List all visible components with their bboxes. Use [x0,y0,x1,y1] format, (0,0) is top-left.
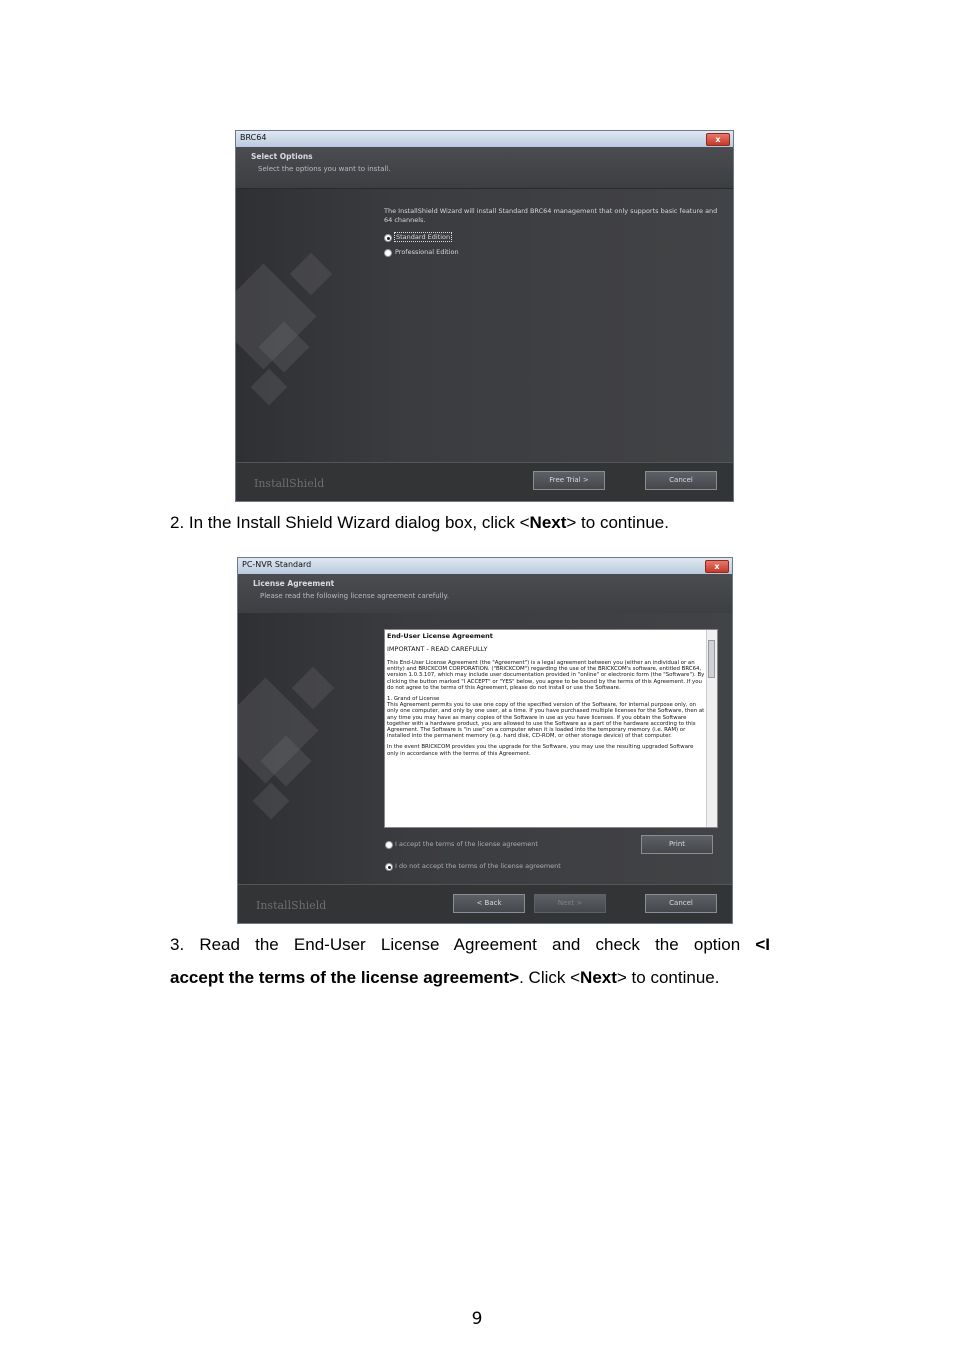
caption-step-3 [170,928,770,994]
header-band [238,574,732,616]
license-paragraph: In the event BRICKCOM provides you the upgrade for the Software, you may use the resulting upgraded Software only in accordance with the terms of this Agreement. [387,744,694,757]
decor-diamond [253,783,290,820]
title-bar [236,131,733,147]
title-bar [238,558,732,574]
caption-step-3-line2: accept the terms of the license agreement>. Click <Next> to continue. [170,968,720,987]
license-scrollbar[interactable] [706,630,717,827]
cancel-button[interactable]: Cancel [645,471,717,490]
license-text-box[interactable] [384,629,718,828]
option-professional-edition[interactable]: Professional Edition [395,248,459,256]
next-button[interactable]: Next > [534,894,606,913]
decor-diamond [292,667,334,709]
option-accept-terms[interactable]: I accept the terms of the license agreement [395,840,538,848]
installshield-brand: InstallShield [256,899,327,912]
license-important: IMPORTANT - READ CAREFULLY [387,645,488,653]
close-button[interactable]: x [705,560,729,573]
print-button[interactable]: Print [641,835,713,854]
decor-diamond [251,369,288,406]
page-number: 9 [471,1309,483,1329]
back-button[interactable]: < Back [453,894,525,913]
wizard-footer [236,462,733,501]
caption-step-3-line1: 3. Read the End-User License Agreement and check the option <I [170,935,770,954]
option-description: The InstallShield Wizard will install Standard BRC64 management that only supports basic feature and 64 channels. [384,207,718,224]
radio-standard-edition[interactable] [384,234,392,242]
screenshot-select-options [235,130,734,502]
caption-step-2: 2. In the Install Shield Wizard dialog box, click <Next> to continue. [170,513,669,532]
window-title: PC-NVR Standard [242,560,312,569]
free-trial-button[interactable]: Free Trial > [533,471,605,490]
wizard-footer [238,884,732,923]
window-title: BRC64 [240,133,267,142]
header-title: Select Options [251,152,313,161]
header-title: License Agreement [253,579,335,588]
license-paragraph: This Agreement permits you to use one copy of the specified version of the Software, for internal purpose only, on only one computer, and only by one user, at a time. If you have purchased multiple licenses for the Software, then at any time you may have as many copies of the Software in use as you have licenses. If you obtain the Software together with a hardware product, you are allowed to use the Software as a part of the hardware according to this Agreement. The Software is "in use" on a computer when it is loaded into the temporary memory (i.e. RAM) or installed into the permanent memory (e.g. hard disk, CD-ROM, or other storage device) of that computer. [387,702,705,740]
header-band [236,147,733,189]
radio-decline-terms[interactable] [385,863,393,871]
decor-diamond [290,253,332,295]
license-text [387,632,705,762]
radio-professional-edition[interactable] [384,249,392,257]
scroll-thumb[interactable] [708,640,715,678]
installshield-brand: InstallShield [254,477,325,490]
cancel-button[interactable]: Cancel [645,894,717,913]
header-subtitle: Select the options you want to install. [258,165,391,173]
option-standard-edition[interactable]: Standard Edition [396,233,451,241]
license-paragraph: This End-User License Agreement (the "Agreement") is a legal agreement between you (either an individual or an entity) and BRICKCOM CORPORATION. ("BRICKCOM") regarding the use of the BRICKCOM's software, entitled BRC64, version 1.0.3.107, which may include user documentation provided in "online" or electronic form (the "Software"). By clicking the button marked "I ACCEPT" or "YES" below, you agree to be bound by the terms of this Agreement. If you do not agree to the terms of this Agreement, please do not install or use the Software. [387,660,705,691]
wizard-body [236,189,733,463]
license-heading: End-User License Agreement [387,632,493,640]
option-decline-terms[interactable]: I do not accept the terms of the license agreement [395,862,561,870]
radio-accept-terms[interactable] [385,841,393,849]
license-section-title: 1. Grand of License [387,696,440,703]
header-subtitle: Please read the following license agreement carefully. [260,592,449,600]
close-button[interactable]: x [706,133,730,146]
screenshot-license-agreement [237,557,733,924]
